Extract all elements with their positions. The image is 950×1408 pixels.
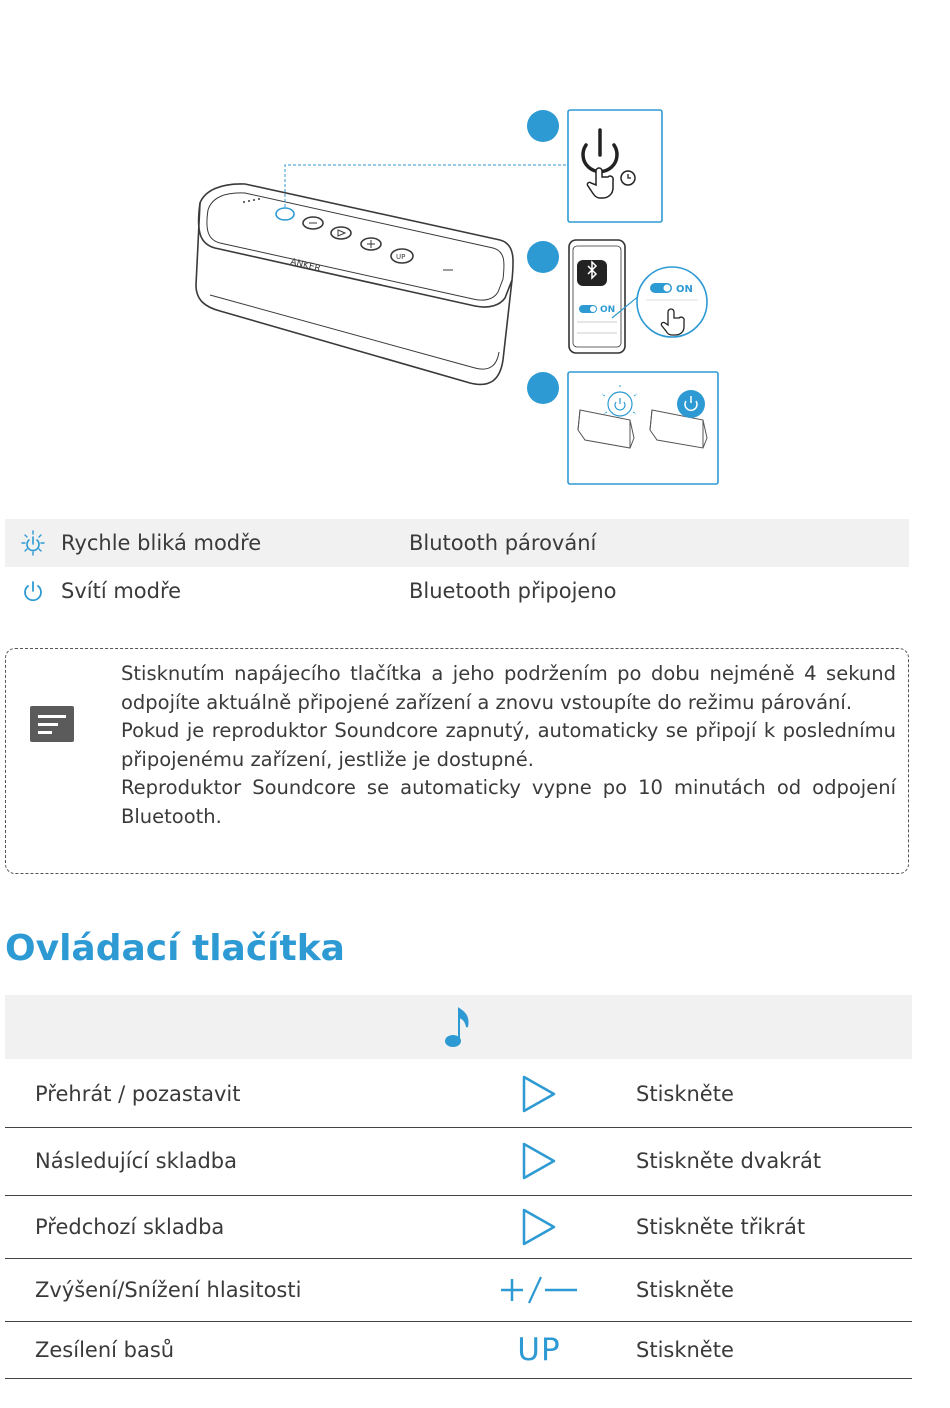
- section-title: Ovládací tlačítka: [5, 928, 345, 969]
- led-status-panel: [568, 372, 718, 484]
- svg-text:ON: ON: [676, 284, 693, 295]
- control-row-volume: [5, 1259, 912, 1321]
- status-meaning: Bluetooth připojeno: [409, 579, 617, 603]
- play-icon: [442, 1074, 636, 1114]
- control-function: Přehrát / pozastavit: [35, 1082, 241, 1106]
- status-state: Svítí modře: [61, 579, 182, 603]
- note-text: [121, 660, 896, 831]
- step-2-marker: [527, 241, 559, 273]
- control-function: Zesílení basů: [35, 1338, 175, 1362]
- status-meaning: Blutooth párování: [409, 531, 597, 555]
- control-function: Zvýšení/Snížení hlasitosti: [35, 1278, 302, 1302]
- bass-up-button-label: UP: [517, 1332, 561, 1368]
- phone-bluetooth-panel: [569, 240, 707, 353]
- svg-text:ON: ON: [600, 305, 616, 315]
- control-action: Stiskněte: [636, 1278, 734, 1302]
- note-paragraph: Pokud je reproduktor Soundcore zapnutý, automaticky se připojí k poslednímu připojenému zařízení, jestliže je dostupné.: [121, 719, 896, 771]
- plus-minus-icon: [442, 1275, 636, 1305]
- control-action: Stiskněte dvakrát: [636, 1149, 822, 1173]
- control-function: Předchozí skladba: [35, 1215, 225, 1239]
- svg-text:ANKER: ANKER: [289, 257, 322, 275]
- note-paragraph: Reproduktor Soundcore se automaticky vypne po 10 minutách od odpojení Bluetooth.: [121, 776, 896, 828]
- control-row-play-pause: [5, 1062, 912, 1126]
- speaker-pairing-illustration: [0, 0, 950, 505]
- control-row-bass-up: [5, 1322, 912, 1378]
- control-action: Stiskněte: [636, 1082, 734, 1106]
- control-action: Stiskněte: [636, 1338, 734, 1362]
- blinking-power-icon: [5, 529, 61, 557]
- controls-header: [5, 995, 912, 1059]
- music-note-icon: [443, 1005, 475, 1053]
- note-icon: [30, 706, 74, 742]
- power-icon: [5, 579, 61, 603]
- control-row-previous-track: [5, 1196, 912, 1258]
- row-divider: [5, 1378, 912, 1379]
- control-function: Následující skladba: [35, 1149, 237, 1173]
- status-state: Rychle bliká modře: [61, 531, 262, 555]
- status-row-connected: [5, 567, 909, 615]
- power-hold-panel: [568, 110, 662, 222]
- step-1-marker: [527, 110, 559, 142]
- control-action: Stiskněte třikrát: [636, 1215, 806, 1239]
- note-paragraph: Stisknutím napájecího tlačítka a jeho podržením po dobu nejméně 4 sekund odpojíte aktuálně připojené zařízení a znovu vstoupíte do režimu párování.: [121, 662, 896, 714]
- svg-text:UP: UP: [396, 253, 406, 261]
- play-icon: [442, 1141, 636, 1181]
- status-row-pairing: [5, 519, 909, 567]
- speaker-image: [196, 184, 513, 385]
- control-row-next-track: [5, 1128, 912, 1194]
- step-3-marker: [527, 372, 559, 404]
- play-icon: [442, 1207, 636, 1247]
